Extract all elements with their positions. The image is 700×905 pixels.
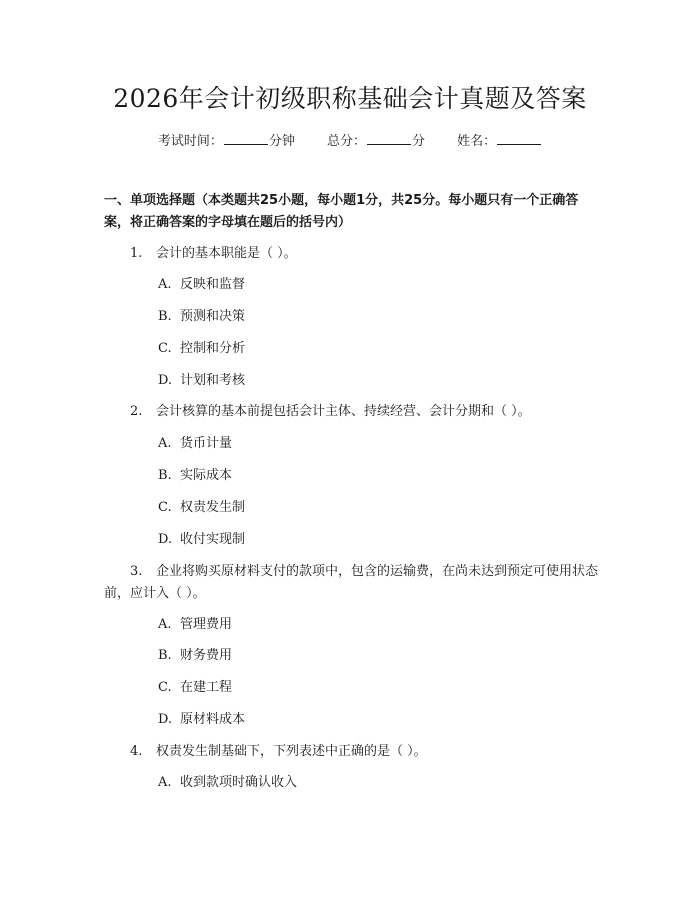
option-letter: A. bbox=[158, 277, 172, 292]
option-letter: B. bbox=[158, 468, 172, 483]
exam-time-unit: 分钟 bbox=[268, 134, 295, 149]
question-text: 企业将购买原材料支付的款项中，包含的运输费，在尚未达到预定可使用状态前，应计入（ ）。 bbox=[104, 564, 599, 601]
question-number: 3. bbox=[130, 564, 143, 579]
answer-option bbox=[158, 677, 598, 699]
option-letter: A. bbox=[158, 436, 172, 451]
option-text: 实际成本 bbox=[180, 468, 233, 483]
question-text: 权责发生制基础下，下列表述中正确的是（ ）。 bbox=[156, 744, 427, 759]
exam-time-blank bbox=[224, 131, 268, 145]
exam-time-label: 考试时间： bbox=[157, 134, 223, 149]
page-title: 2026年会计初级职称基础会计真题及答案 bbox=[113, 84, 587, 113]
option-text: 计划和考核 bbox=[180, 373, 246, 388]
question-text: 会计的基本职能是（ ）。 bbox=[156, 246, 297, 261]
answer-option bbox=[158, 338, 598, 360]
option-text: 预测和决策 bbox=[180, 309, 246, 324]
option-letter: D. bbox=[158, 532, 173, 547]
answer-option bbox=[158, 645, 598, 667]
option-text: 在建工程 bbox=[180, 680, 233, 695]
option-text: 控制和分析 bbox=[180, 341, 246, 356]
question-text: 会计核算的基本前提包括会计主体、持续经营、会计分期和（ ）。 bbox=[156, 404, 531, 419]
question-number: 1. bbox=[130, 246, 143, 261]
answer-option bbox=[158, 433, 598, 455]
answer-option bbox=[158, 274, 598, 296]
option-text: 管理费用 bbox=[180, 617, 233, 632]
option-letter: A. bbox=[158, 775, 172, 790]
option-text: 货币计量 bbox=[180, 436, 233, 451]
exam-time-field bbox=[158, 131, 295, 151]
option-letter: B. bbox=[158, 309, 172, 324]
answer-option bbox=[158, 370, 598, 392]
option-letter: C. bbox=[158, 500, 172, 515]
option-letter: A. bbox=[158, 617, 172, 632]
question-stem bbox=[104, 561, 600, 605]
option-letter: D. bbox=[158, 373, 173, 388]
name-field bbox=[457, 131, 542, 151]
total-score-blank bbox=[367, 131, 411, 145]
question-stem bbox=[104, 243, 600, 265]
answer-option bbox=[158, 465, 598, 487]
question-number: 4. bbox=[130, 744, 143, 759]
option-text: 财务费用 bbox=[180, 648, 233, 663]
name-blank bbox=[497, 131, 541, 145]
section-heading: 一、单项选择题（本类题共25小题，每小题1分，共25分。每小题只有一个正确答案，将正确答案的字母填在题后的括号内） bbox=[104, 193, 579, 230]
exam-meta-line bbox=[0, 131, 700, 151]
option-letter: C. bbox=[158, 341, 172, 356]
option-letter: B. bbox=[158, 648, 172, 663]
answer-option bbox=[158, 497, 598, 519]
answer-option bbox=[158, 772, 598, 794]
answer-option bbox=[158, 614, 598, 636]
answer-option bbox=[158, 709, 598, 731]
option-letter: C. bbox=[158, 680, 172, 695]
option-text: 原材料成本 bbox=[180, 712, 246, 727]
option-text: 反映和监督 bbox=[180, 277, 246, 292]
option-text: 收付实现制 bbox=[180, 532, 246, 547]
question-stem bbox=[104, 401, 600, 423]
total-score-field bbox=[327, 131, 425, 151]
option-text: 收到款项时确认收入 bbox=[180, 775, 298, 790]
question-number: 2. bbox=[130, 404, 143, 419]
option-letter: D. bbox=[158, 712, 173, 727]
option-text: 权责发生制 bbox=[180, 500, 246, 515]
total-score-unit: 分 bbox=[412, 134, 426, 149]
answer-option bbox=[158, 306, 598, 328]
name-label: 姓名： bbox=[457, 134, 497, 149]
question-stem bbox=[104, 741, 600, 763]
total-score-label: 总分： bbox=[326, 134, 366, 149]
answer-option bbox=[158, 529, 598, 551]
